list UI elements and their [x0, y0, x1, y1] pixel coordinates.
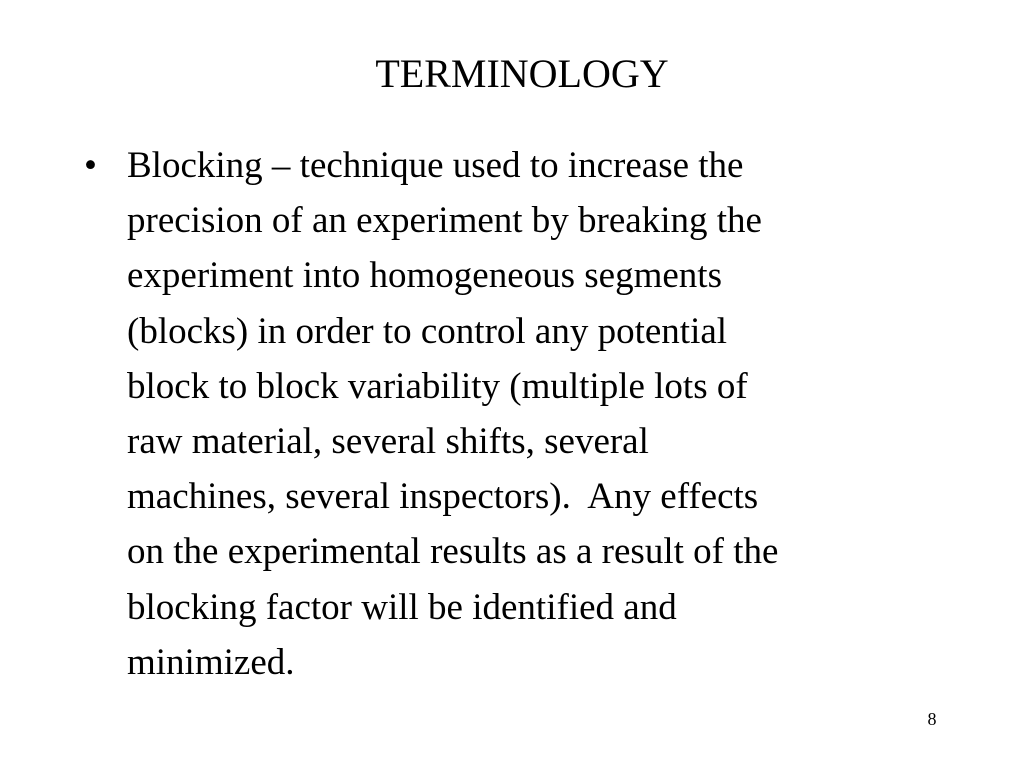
bullet-text-line: minimized. — [127, 641, 295, 683]
bullet-list — [84, 138, 944, 690]
bullet-text-line: precision of an experiment by breaking the — [127, 200, 762, 242]
page-number: 8 — [927, 709, 937, 729]
bullet-text-line: on the experimental results as a result of the — [127, 531, 779, 573]
bullet-text-line: (blocks) in order to control any potential — [127, 310, 728, 352]
bullet-text-line: experiment into homogeneous segments — [127, 255, 722, 297]
bullet-text-line: Blocking – technique used to increase the — [127, 145, 744, 186]
bullet-text-line: blocking factor will be identified and — [127, 586, 677, 628]
bullet-item-blocking — [84, 138, 944, 690]
bullet-text-line: machines, several inspectors). Any effects — [127, 476, 759, 518]
bullet-text-line: block to block variability (multiple lots of — [127, 365, 748, 407]
bullet-text-line: raw material, several shifts, several — [127, 421, 649, 463]
bullet-text — [127, 138, 944, 690]
bullet-icon: • — [84, 145, 97, 186]
slide-title: TERMINOLOGY — [375, 51, 669, 96]
